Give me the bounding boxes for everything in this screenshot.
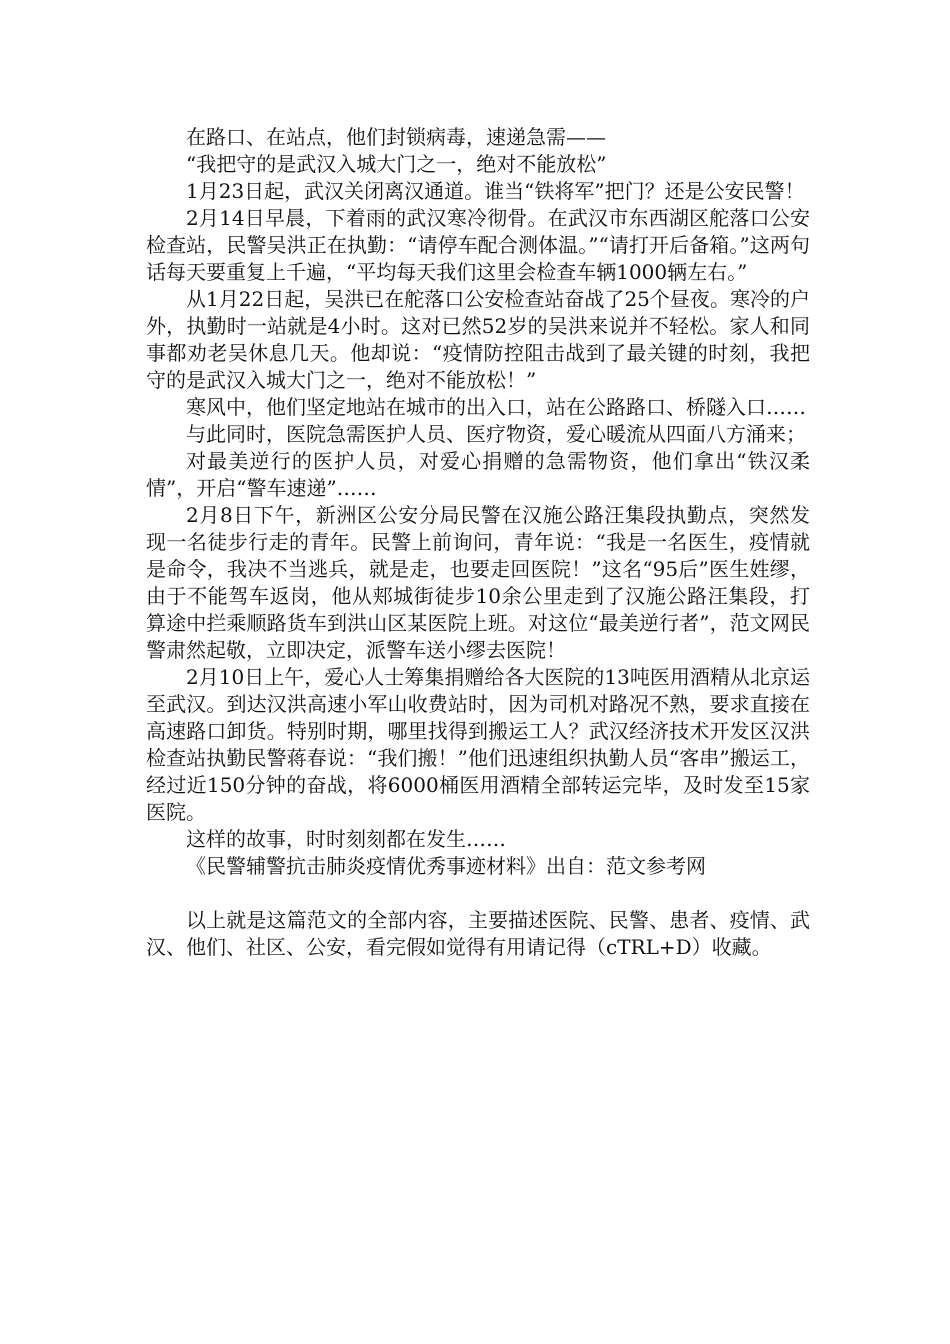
paragraph: 2月14日早晨，下着雨的武汉寒冷彻骨。在武汉市东西湖区舵落口公安检查站，民警吴洪正在执勤：“请停车配合测体温。”“请打开后备箱。”这两句话每天要重复上千遍，“平均每天我们这里会检查车辆1000辆左右。” — [146, 206, 810, 284]
paragraph-intro: 在路口、在站点，他们封锁病毒，速递急需—— — [186, 125, 606, 149]
paragraph: 1月23日起，武汉关闭离汉通道。谁当“铁将军”把门？还是公安民警！ — [186, 179, 805, 203]
source-line: 《民警辅警抗击肺炎疫情优秀事迹材料》出自：范文参考网 — [186, 854, 706, 878]
paragraph: 从1月22日起，吴洪已在舵落口公安检查站奋战了25个昼夜。寒冷的户外，执勤时一站就是4小时。这对已然52岁的吴洪来说并不轻松。家人和同事都劝老吴休息几天。他却说：“疫情防控阻击战到了最关键的时刻，我把守的是武汉入城大门之一，绝对不能放松！” — [146, 287, 810, 392]
paragraph: 2月8日下午，新洲区公安分局民警在汉施公路汪集段执勤点，突然发现一名徒步行走的青年。民警上前询问，青年说：“我是一名医生，疫情就是命令，我决不当逃兵，就是走，也要走回医院！”这名“95后”医生姓缪，由于不能驾车返岗，他从郏城街徒步10余公里走到了汉施公路汪集段，打算途中拦乘顺路货车到洪山区某医院上班。对这位“最美逆行者”，范文网民警肃然起敬，立即决定，派警车送小缪去医院！ — [146, 503, 810, 662]
summary-paragraph: 以上就是这篇范文的全部内容，主要描述医院、民警、患者、疫情、武汉、他们、社区、公安，看完假如觉得有用请记得（cTRL+D）收藏。 — [146, 908, 810, 959]
paragraph: 这样的故事，时时刻刻都在发生…… — [186, 827, 506, 851]
paragraph: 对最美逆行的医护人员，对爱心捐赠的急需物资，他们拿出“铁汉柔情”，开启“警车速递”…… — [146, 449, 810, 500]
paragraph-quote-heading: “我把守的是武汉入城大门之一，绝对不能放松” — [186, 152, 607, 176]
paragraph: 与此同时，医院急需医护人员、医疗物资，爱心暖流从四面八方涌来； — [186, 422, 806, 446]
paragraph: 寒风中，他们坚定地站在城市的出入口，站在公路路口、桥隧入口…… — [186, 395, 806, 419]
paragraph: 2月10日上午，爱心人士筹集捐赠给各大医院的13吨医用酒精从北京运至武汉。到达汉洪高速小军山收费站时，因为司机对路况不熟，要求直接在高速路口卸货。特别时期，哪里找得到搬运工人？武汉经济技术开发区汉洪检查站执勤民警蒋春说：“我们搬！”他们迅速组织执勤人员“客串”搬运工，经过近150分钟的奋战，将6000桶医用酒精全部转运完毕，及时发至15家医院。 — [146, 665, 810, 824]
article-body — [146, 124, 810, 961]
